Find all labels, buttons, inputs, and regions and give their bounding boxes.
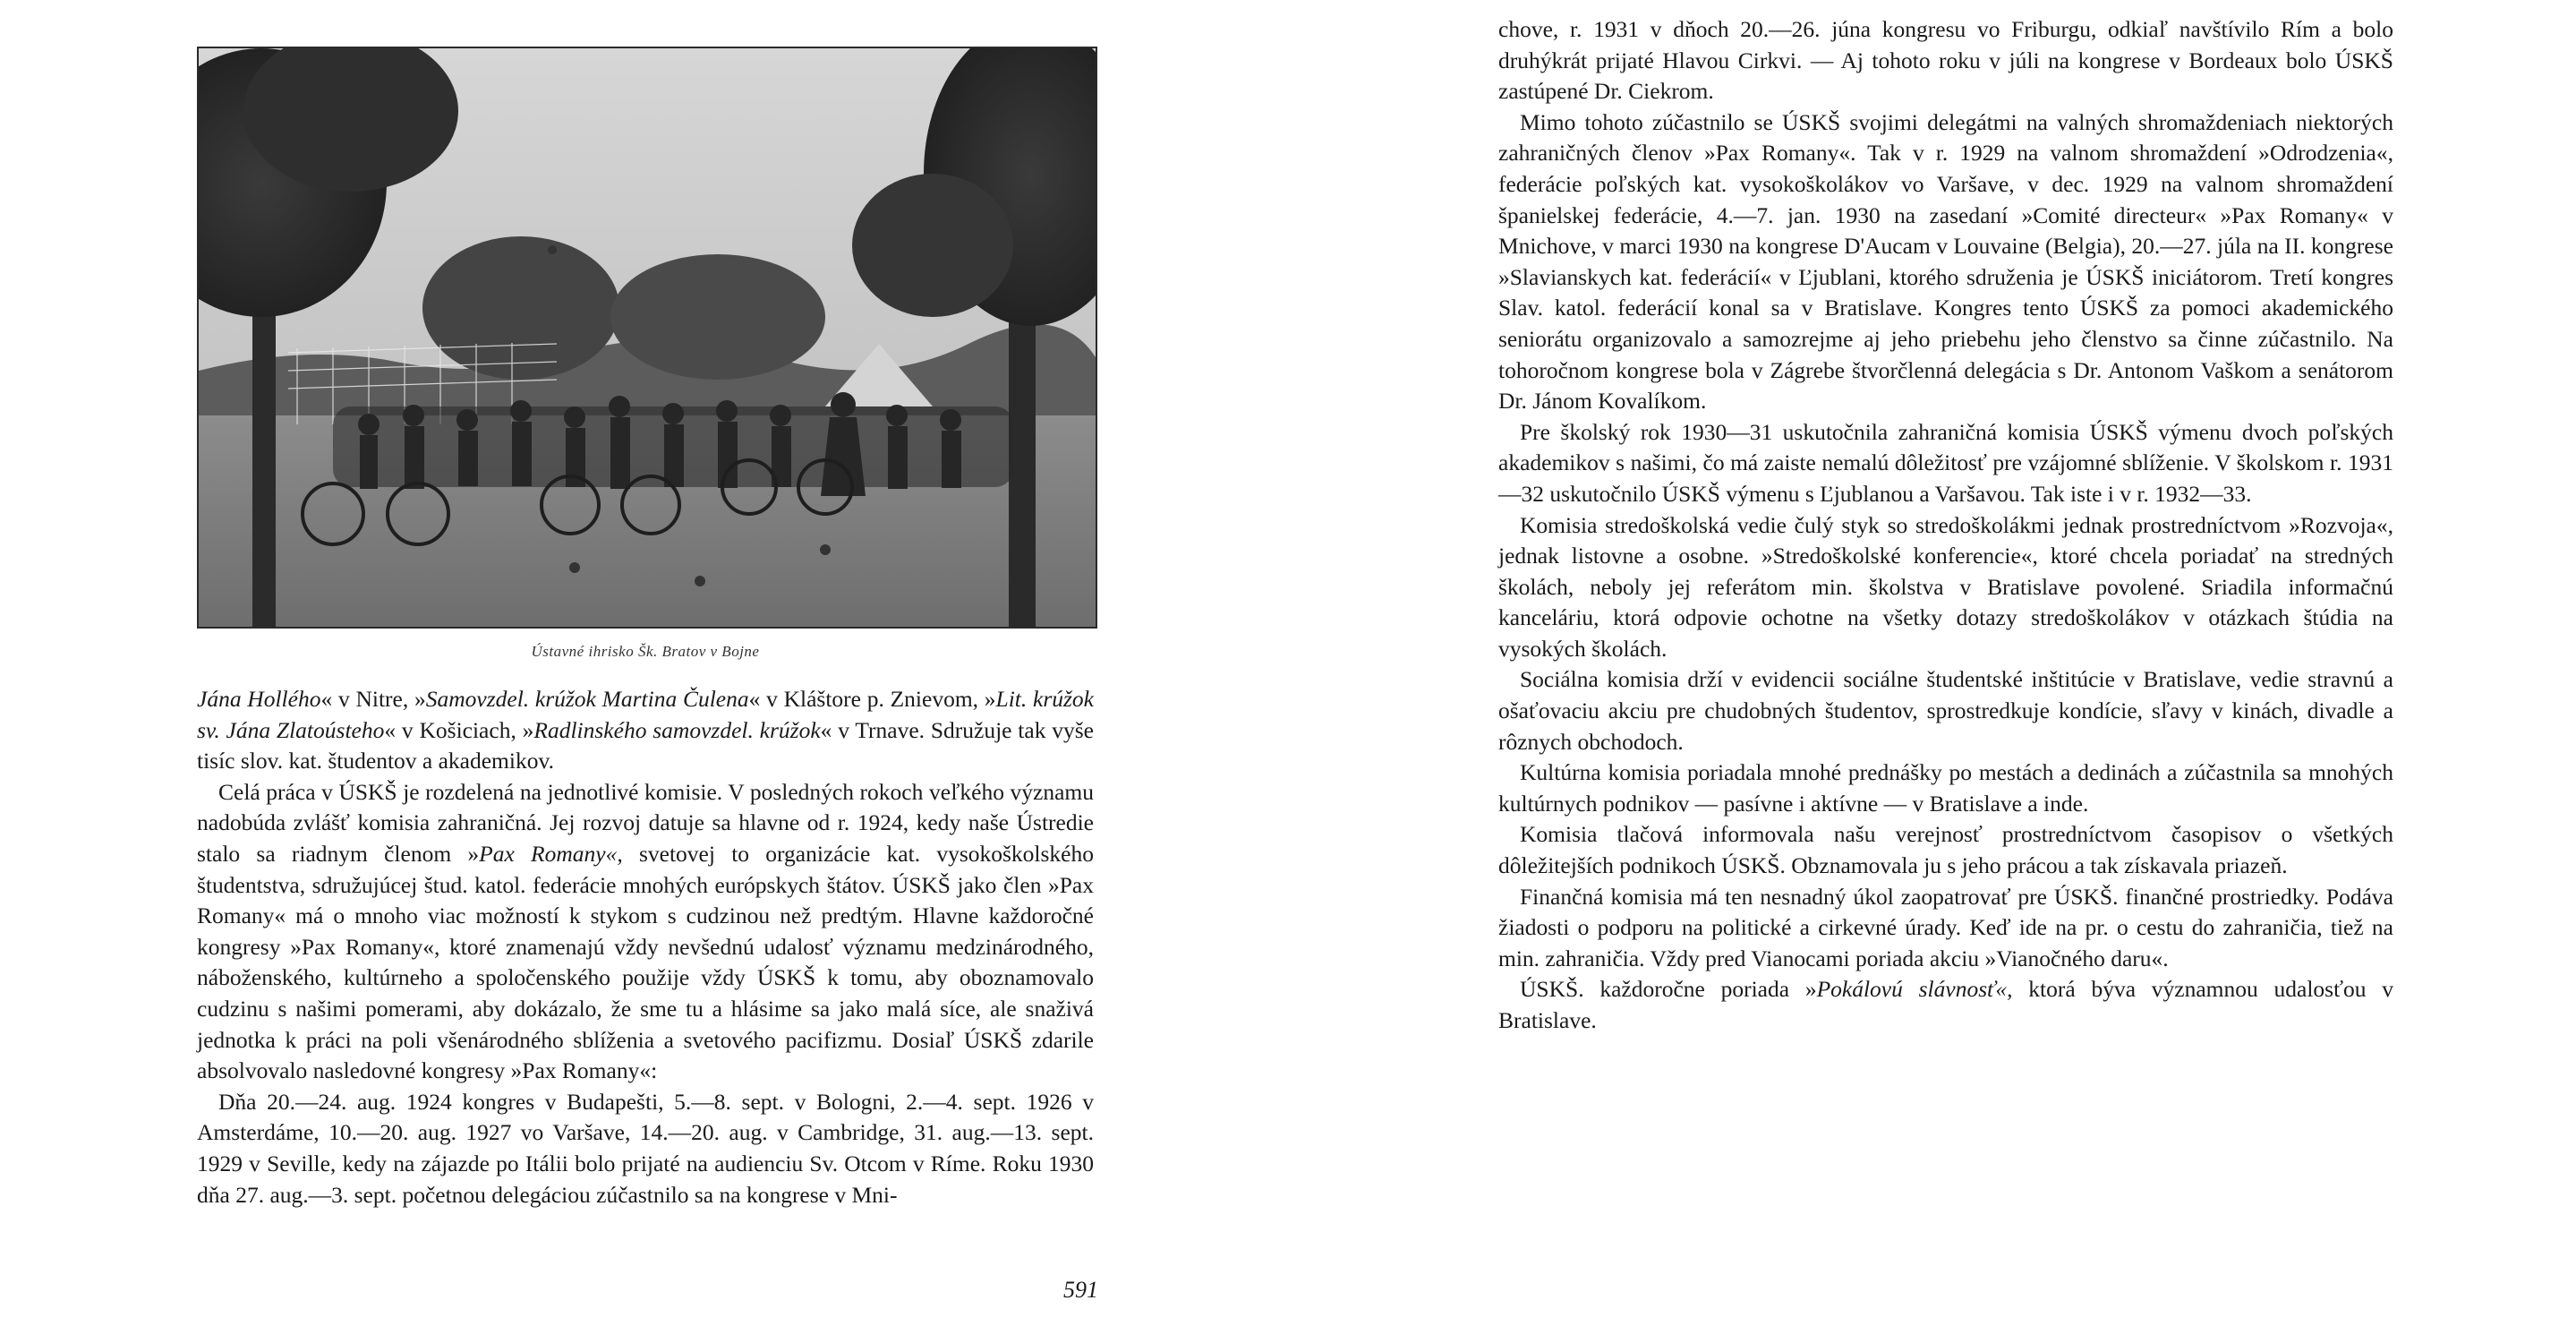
text-run: « v Nitre, » [320, 686, 426, 712]
text-run: Kultúrna komisia poriadala mnohé prednášky po mestách a dedinách a zúčastnila sa mnohých kultúrnych podnikov — pasívne i aktívne — v Bratislave a inde. [1498, 759, 2393, 817]
text-run: chove, r. 1931 v dňoch 20.—26. júna kongresu vo Friburgu, odkiaľ navštívilo Rím a bolo druhýkrát prijaté Hlavou Cirkvi. — Aj tohoto roku v júli na kongrese v Bordeaux bolo ÚSKŠ zastúpené Dr. Ciekrom. [1498, 16, 2393, 105]
playground-photo [197, 47, 1097, 629]
text-run: ktorá býva významnou udalosťou v Bratislave. [1498, 976, 2394, 1033]
italic-text: Pokálovú slávnosť«, [1816, 976, 2013, 1003]
text-run: Sociálna komisia drží v evidencii sociálne študentské inštitúcie v Bratislave, vedie stravnú a ošaťovaciu akciu pre chudobných študentov, sprostredkuje kondície, sľavy v kinách, divadle a rôznych obchodoch. [1498, 666, 2393, 755]
italic-text: Samovzdel. krúžok Martina Čulena [425, 686, 749, 712]
text-run: ÚSKŠ. každoročne poriada » [1520, 976, 1817, 1003]
paragraph [1498, 882, 2393, 975]
page-number: 591 [1063, 1277, 1098, 1303]
paragraph [1498, 510, 2393, 665]
paragraph [1498, 819, 2393, 881]
text-run: Celá práca v ÚSKŠ je rozdelená na jednotlivé komisie. V posledných rokoch veľkého významu nadobúda zvlášť komisia zahraničná. Jej rozvoj datuje sa hlavne od r. 1924, kedy naše Ústredie stalo sa riadnym členom » [197, 778, 1094, 867]
text-run: « v Trnave. Sdružuje tak vyše tisíc slov. kat. študentov a akademikov. [197, 716, 1094, 774]
text-run: Komisia stredoškolská vedie čulý styk so stredoškolákmi jednak prostredníctvom »Rozvoja«, jednak listovne a osobne. »Stredoškolské konferencie«, ktoré chcela poriadať na stredných školách, neboly jej referátom min. školstva v Bratislave povolené. Sriadila informačnú kanceláriu, ktorá odpovie ochotne na všetky dotazy stredoškolákov v otázkach štúdia na vysokých školách. [1498, 511, 2393, 662]
text-run: Mimo tohoto zúčastnilo se ÚSKŠ svojimi delegátmi na valných shromaždeniach niektorých zahraničných členov »Pax Romany«. Tak v r. 1929 na valnom shromaždení »Odrodzenia«, federácie poľských kat. vysokoškolákov vo Varšave, v dec. 1929 na valnom shromaždení španielskej federácie, 4.—7. jan. 1930 na zasedaní »Comité directeur« »Pax Romany« v Mnichove, v marci 1930 na kongrese D'Aucam v Louvaine (Belgia), 20.—27. júla na II. kongrese »Slavianskych kat. federácií« v Ľjublani, ktorého sdruženia je ÚSKŠ iniciátorom. Tretí kongres Slav. katol. federácií konal sa v Bratislave. Kongres tento ÚSKŠ za pomoci akademického seniorátu organizovalo a samozrejme aj jeho priebehu jeho členstvo sa činne zúčastnilo. Na tohoročnom kongrese bola v Zágrebe štvorčlenná delegácia s Dr. Antonom Vaškom a senátorom Dr. Jánom Kovalíkom. [1498, 108, 2393, 415]
text-run: « v Košiciach, » [384, 716, 534, 743]
text-run: svetovej to organizácie kat. vysokoškolského študentstva, sdružujúcej štud. katol. federácie mnohých európskych štátov. ÚSKŠ jako člen »Pax Romany« má o mnoho viac možností k stykom s cudzinou než predtým. Hlavne každoročné kongresy »Pax Romany«, ktoré znamenajú vždy nevšednú udalosť významu medzinárodného, náboženského, kultúrneho a spoločenského použije vždy ÚSKŠ k tomu, aby oboznamovalo cudzinu s našimi pomerami, aby dokázalo, že sme tu a hlásime sa jako malá síce, ale snaživá jednotka k práci na poli všenárodného sblíženia a svetového pacifizmu. Dosiaľ ÚSKŠ zdarile absolvovalo nasledovné kongresy »Pax Romany«: [197, 840, 1094, 1084]
right-page-text [1498, 14, 2393, 1037]
paragraph [1498, 664, 2393, 757]
italic-text: Radlinského samovzdel. krúžok [533, 716, 821, 743]
italic-text: Lit. krúžok sv. Jána Zlatoústeho [197, 686, 1094, 743]
photo-caption: Ústavné ihrisko Šk. Bratov v Bojne [531, 643, 760, 660]
paragraph [197, 777, 1094, 1087]
paragraph [1498, 974, 2393, 1036]
text-run: Dňa 20.—24. aug. 1924 kongres v Budapešti, 5.—8. sept. v Bologni, 2.—4. sept. 1926 v Amsterdáme, 10.—20. aug. 1927 vo Varšave, 14.—20. aug. v Cambridge, 31. aug.—13. sept. 1929 v Seville, kedy na zájazde po Itálii bolo prijaté na audienciu Sv. Otcom v Ríme. Roku 1930 dňa 27. aug.—3. sept. početnou delegáciou zúčastnilo sa na kongrese v Mni- [197, 1088, 1094, 1208]
paragraph [197, 1087, 1094, 1210]
text-run: Pre školský rok 1930—31 uskutočnila zahraničná komisia ÚSKŠ výmenu dvoch poľských akademikov s našimi, čo má zaiste nemalú dôležitosť pre vzájomné sblíženie. V školskom r. 1931—32 uskutočnilo ÚSKŠ výmenu s Ľjublanou a Varšavou. Tak iste i v r. 1932—33. [1498, 418, 2393, 507]
paragraph [1498, 757, 2393, 819]
left-page-text [197, 684, 1094, 1210]
text-run: Komisia tlačová informovala našu verejnosť prostredníctvom časopisov o všetkých dôležitejších podnikoch ÚSKŠ. Obznamovala ju s jeho prácou a tak získavala priazeň. [1498, 821, 2393, 879]
paragraph [197, 684, 1094, 777]
text-run: « v Kláštore p. Znievom, » [748, 686, 996, 712]
text-run: Finančná komisia má ten nesnadný úkol zaopatrovať pre ÚSKŠ. finančné prostriedky. Podáva žiadosti o podporu na politické a cirkevné úrady. Keď ide na pr. o cestu do zahraničia, tiež na min. zahraničia. Vždy pred Vianocami poriada akciu »Vianočného daru«. [1498, 883, 2393, 971]
paragraph [1498, 107, 2393, 417]
right-page [1288, 0, 2576, 1343]
paragraph [1498, 417, 2393, 510]
paragraph [1498, 14, 2393, 107]
italic-text: Pax Romany«, [479, 840, 623, 867]
italic-text: Jána Hollého [197, 686, 321, 712]
